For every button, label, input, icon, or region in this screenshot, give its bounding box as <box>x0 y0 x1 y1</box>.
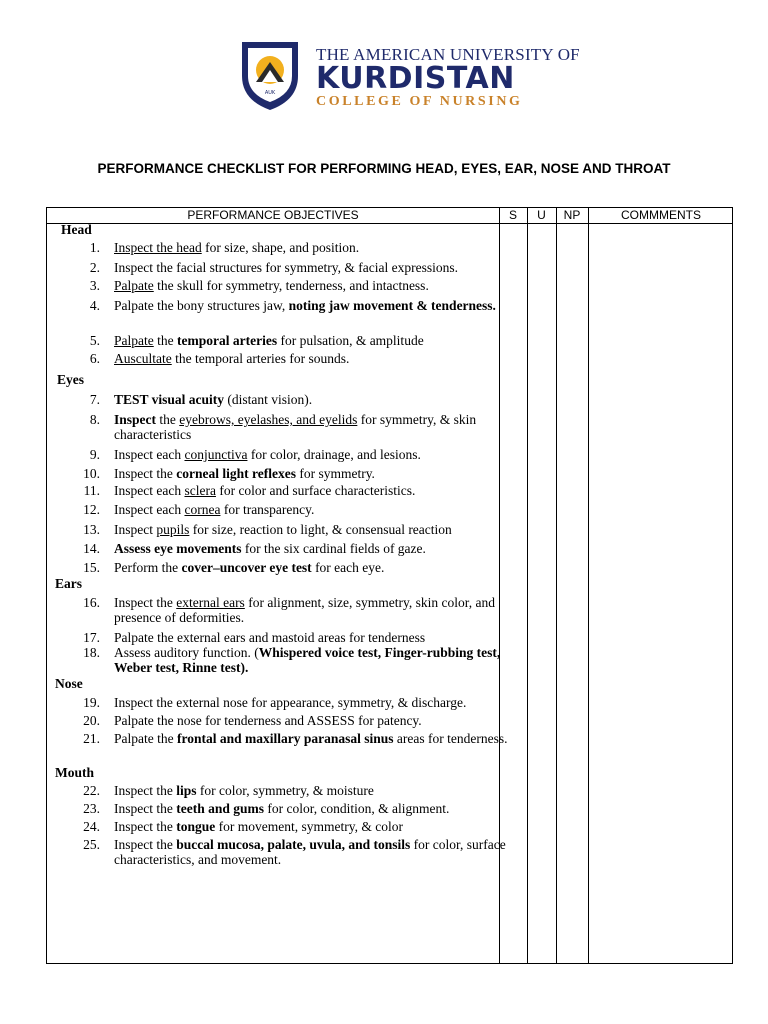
university-logo <box>238 38 580 112</box>
item-text: Inspect the external nose for appearance, symmetry, & discharge. <box>114 695 467 710</box>
header-unsatisfactory: U <box>537 208 546 222</box>
item-number: 25. <box>83 837 100 852</box>
item-text: Palpate the nose for tenderness and ASSESS for patency. <box>114 713 422 728</box>
checklist-table <box>46 207 733 964</box>
logo-university-line: THE AMERICAN UNIVERSITY OF <box>316 45 580 64</box>
item-number: 8. <box>89 412 100 427</box>
item-text: Assess auditory function. (Whispered voice test, Finger-rubbing test, Weber test, Rinne test). <box>114 645 501 675</box>
header-satisfactory: S <box>508 208 517 222</box>
item-text: Inspect the corneal light reflexes for symmetry. <box>114 466 375 481</box>
header-performance-objectives: PERFORMANCE OBJECTIVES <box>187 208 359 222</box>
item-number: 19. <box>83 695 100 710</box>
item-text: Inspect the external ears for alignment, size, symmetry, skin color, and presence of deformities. <box>114 595 495 625</box>
item-number: 23. <box>83 801 100 816</box>
item-text: Palpate the external ears and mastoid areas for tenderness <box>114 630 426 645</box>
item-text: Palpate the skull for symmetry, tenderness, and intactness. <box>114 278 429 293</box>
item-text: Inspect the teeth and gums for color, condition, & alignment. <box>114 801 450 816</box>
item-number: 4. <box>89 298 100 313</box>
item-number: 2. <box>89 260 100 275</box>
table-header-row <box>47 208 732 224</box>
item-text: Inspect each sclera for color and surface characteristics. <box>114 483 416 498</box>
svg-text:AUK: AUK <box>264 90 276 96</box>
page-title: PERFORMANCE CHECKLIST FOR PERFORMING HEAD, EYES, EAR, NOSE AND THROAT <box>97 161 671 176</box>
item-number: 22. <box>83 783 100 798</box>
item-text: Inspect pupils for size, reaction to light, & consensual reaction <box>114 522 452 537</box>
item-text: Inspect the tongue for movement, symmetry, & color <box>114 819 403 834</box>
item-text: Inspect each conjunctiva for color, drainage, and lesions. <box>114 447 421 462</box>
item-text: Assess eye movements for the six cardinal fields of gaze. <box>114 541 426 556</box>
item-number: 21. <box>83 731 100 746</box>
header-comments: COMMMENTS <box>621 208 701 222</box>
section-heading-nose: Nose <box>55 676 83 691</box>
column-divider-comments <box>588 208 589 963</box>
item-number: 6. <box>89 351 100 366</box>
logo-kurdistan-line: KURDISTAN <box>316 61 515 96</box>
item-number: 18. <box>83 645 100 660</box>
logo-college-line: COLLEGE OF NURSING <box>316 94 523 109</box>
item-text: Inspect the lips for color, symmetry, & moisture <box>114 783 374 798</box>
item-number: 12. <box>83 502 100 517</box>
item-number: 20. <box>83 713 100 728</box>
column-divider-np <box>556 208 557 963</box>
item-text: Inspect the eyebrows, eyelashes, and eyelids for symmetry, & skin characteristics <box>114 412 477 442</box>
section-heading-mouth: Mouth <box>55 765 95 780</box>
item-number: 16. <box>83 595 100 610</box>
column-divider-u <box>527 208 528 963</box>
item-text: Inspect each cornea for transparency. <box>114 502 315 517</box>
item-number: 5. <box>89 333 100 348</box>
section-heading-eyes: Eyes <box>57 372 84 387</box>
item-text: Inspect the head for size, shape, and position. <box>114 240 360 255</box>
item-text: Palpate the temporal arteries for pulsation, & amplitude <box>114 333 424 348</box>
item-number: 10. <box>83 466 100 481</box>
item-number: 24. <box>83 819 100 834</box>
item-number: 14. <box>83 541 100 556</box>
item-number: 7. <box>89 392 100 407</box>
header-not-performed: NP <box>563 208 581 222</box>
item-number: 13. <box>83 522 100 537</box>
item-text: Inspect the facial structures for symmetry, & facial expressions. <box>114 260 459 275</box>
item-text: Auscultate the temporal arteries for sounds. <box>114 351 350 366</box>
item-number: 3. <box>89 278 100 293</box>
item-text: TEST visual acuity (distant vision). <box>114 392 313 407</box>
item-number: 1. <box>89 240 100 255</box>
item-number: 15. <box>83 560 100 575</box>
item-text: Palpate the bony structures jaw, noting jaw movement & tenderness. <box>114 298 496 313</box>
item-number: 9. <box>89 447 100 462</box>
item-text: Inspect the buccal mucosa, palate, uvula, and tonsils for color, surface characteristics, and movement. <box>114 837 506 867</box>
section-heading-head: Head <box>61 222 92 237</box>
item-number: 17. <box>83 630 100 645</box>
section-heading-ears: Ears <box>55 576 82 591</box>
item-text: Perform the cover–uncover eye test for each eye. <box>114 560 385 575</box>
item-number: 11. <box>83 483 100 498</box>
item-text: Palpate the frontal and maxillary paranasal sinus areas for tenderness. <box>114 731 508 746</box>
university-seal-icon <box>238 38 302 112</box>
